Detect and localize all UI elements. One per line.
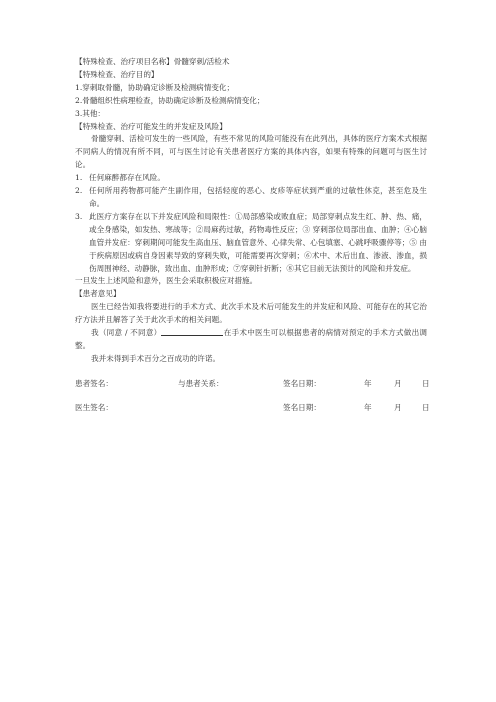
opinion-paragraph-3: 我并未得到手术百分之百成功的许诺。 <box>91 353 221 363</box>
risk-item <box>75 172 427 185</box>
month-label: 月 <box>394 378 402 388</box>
sign-date-label[interactable]: 签名日期： <box>283 402 321 412</box>
sign-date-label[interactable]: 签名日期： <box>283 378 321 388</box>
opinion-heading: 【患者意见】 <box>75 289 121 299</box>
year-label: 年 <box>364 402 372 412</box>
day-label: 日 <box>422 402 430 412</box>
purpose-heading: 【特殊检查、治疗目的】 <box>75 69 159 79</box>
doctor-signature-label[interactable]: 医生签名： <box>75 402 113 412</box>
risk-item-text: 此医疗方案存在以下并发症风险和局限性：①局部感染或败血症；局部穿刺点发生红、肿、热、痛，或全身感染，如发热、寒战等；②局麻药过敏，药物毒性反应；③ 穿刺部位局部出血、血肿；④心脑血管并发症：穿刺期间可能发生高血压、脑血管意外、心律失常、心包填塞、心跳呼吸骤停等；⑤ 由于疾病原因或病自身因素导致的穿刺失败，可能需要再次穿刺；⑥术中、术后出血、渗液、渗血，损伤周围神经、动静脉，致出血、血肿形成；⑦穿刺针折断；⑧其它目前无法预计的风险和并发症。 <box>89 211 427 273</box>
risk-item-number: 3. <box>75 211 83 221</box>
risk-list <box>75 172 427 275</box>
risk-outro: 一旦发生上述风险和意外，医生会采取积极应对措施。 <box>75 276 258 286</box>
opinion-paragraph-2 <box>75 327 427 353</box>
risk-item <box>75 211 427 276</box>
day-label: 日 <box>422 378 430 388</box>
consent-choice-text: 我（同意 / 不同意） <box>91 328 162 338</box>
patient-signature-label[interactable]: 患者签名： <box>75 378 113 388</box>
opinion-paragraph-1: 医生已经告知我将要进行的手术方式、此次手术及术后可能发生的并发症和风险、可能存在的其它治疗方法并且解答了关于此次手术的相关问题。 <box>75 302 427 325</box>
risk-intro-paragraph: 骨髓穿刺、活检可发生的一些风险，有些不常见的风险可能没有在此列出，具体的医疗方案术式根据不同病人的情况有所不同，可与医生讨论有关患者医疗方案的具体内容，如果有特殊的问题可与医生讨论。 <box>75 134 427 170</box>
project-name-line: 【特殊检查、治疗项目名称】骨髓穿刺/活检术 <box>75 57 230 66</box>
risk-heading: 【特殊检查、治疗可能发生的并发症及风险】 <box>75 121 227 131</box>
purpose-item: 1.穿刺取骨髓，协助确定诊断及检测病情变化； <box>75 82 235 92</box>
patient-signature-row <box>75 377 430 390</box>
doctor-signature-row <box>75 401 430 414</box>
adjustment-text: 在手术中医生可以根据患者的病情对预定的手术方式做出调整。 <box>75 328 428 350</box>
risk-item <box>75 185 427 211</box>
relation-label[interactable]: 与患者关系： <box>178 378 224 388</box>
risk-item-number: 1. <box>75 173 83 183</box>
risk-item-text: 任何所用药物都可能产生副作用，包括轻度的恶心、皮疹等症状到严重的过敏性休克，甚至危及生命。 <box>89 186 427 208</box>
risk-item-number: 2. <box>75 186 83 196</box>
year-label: 年 <box>364 378 372 388</box>
month-label: 月 <box>394 402 402 412</box>
purpose-item: 2.骨髓组织性病理检查，协助确定诊断及检测病情变化； <box>75 95 265 105</box>
consent-blank-field[interactable] <box>161 327 223 336</box>
risk-item-text: 任何麻醉都存在风险。 <box>89 173 165 183</box>
consent-form <box>75 56 430 414</box>
purpose-item: 3.其他： <box>75 108 106 118</box>
